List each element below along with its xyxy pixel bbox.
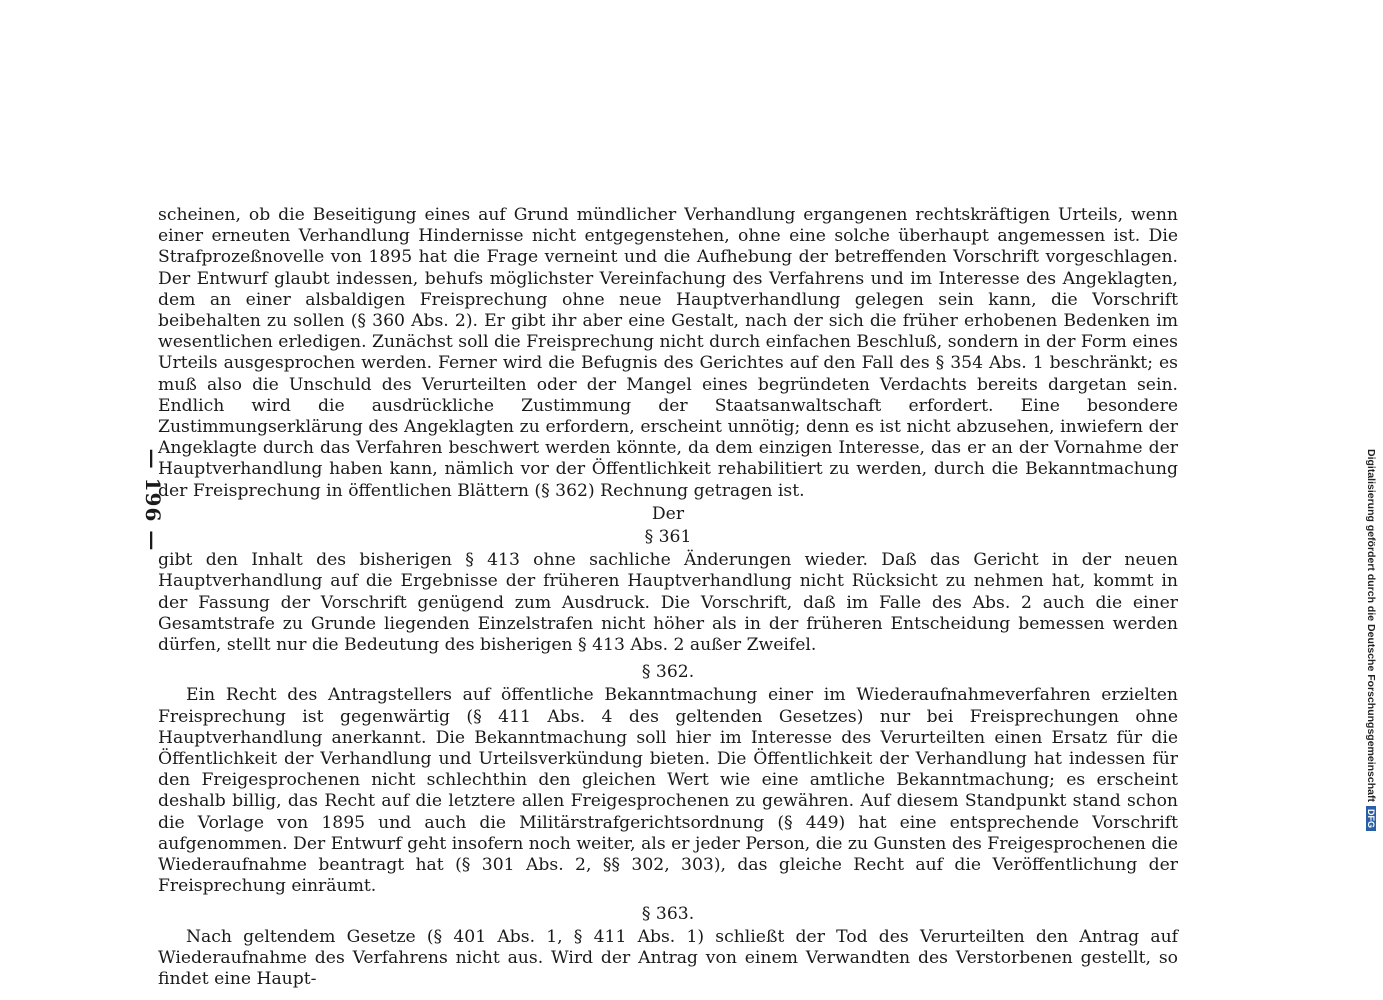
section-361-heading: § 361 [644, 527, 692, 548]
section-362-text: Ein Recht des Antragstellers auf öffentliche Bekanntmachung einer im Wiederaufnahmeverfahren erzielten Freisprechung ist gegenwärtig (§ 411 Abs. 4 des geltenden Gesetzes) nur bei Freisprechungen ohne Hauptverhandlung anerkannt. Die Bekanntmachung soll hier im Interesse des Verurteilten einen Ersatz für die Öffentlichkeit der Verhandlung und Urteilsverkündung bieten. Die Öffentlichkeit der Verhandlung hat indessen für den Freigesprochenen nicht schlechthin den gleichen Wert wie eine amtliche Bekanntmachung; es erscheint deshalb billig, das Recht auf die letztere allen Freigesprochenen zu gewähren. Auf diesem Standpunkt stand schon die Vorlage von 1895 und auch die Militärstrafgerichtsordnung (§ 449) hat eine entsprechende Vorschrift aufgenommen. Der Entwurf geht insofern noch weiter, als er jeder Person, die zu Gunsten des Freigesprochenen die Wiederaufnahme beantragt hat (§ 301 Abs. 2, §§ 302, 303), das gleiche Recht auf die Veröffentlichung der Freisprechung einräumt. [158, 685, 1178, 897]
section-363-text: Nach geltendem Gesetze (§ 401 Abs. 1, § 411 Abs. 1) schließt der Tod des Verurteilten den Antrag auf Wiederaufnahme des Verfahrens nicht aus. Wird der Antrag von einem Verwandten des Verstorbenen gestellt, so findet eine Haupt- [158, 926, 1178, 990]
page-number: — 196 — [141, 448, 165, 552]
section-363-heading: § 363. [641, 903, 695, 924]
paragraph-intro: scheinen, ob die Beseitigung eines auf Grund mündlicher Verhandlung ergangenen rechtskräftigen Urteils, wenn einer erneuten Verhandlung Hindernisse nicht entgegenstehen, ohne eine solche überhaupt angemessen ist. Die Strafprozeßnovelle von 1895 hat die Frage verneint und die Aufhebung der betreffenden Vorschrift vorgeschlagen. Der Entwurf glaubt indessen, behufs möglichster Vereinfachung des Verfahrens und im Interesse des Angeklagten, dem an einer alsbaldigen Freisprechung ohne neue Hauptverhandlung gelegen sein kann, die Vorschrift beibehalten zu sollen (§ 360 Abs. 2). Er gibt ihr aber eine Gestalt, nach der sich die früher erhobenen Bedenken im wesentlichen erledigen. Zunächst soll die Freisprechung nicht durch einfachen Beschluß, sondern in der Form eines Urteils ausgesprochen werden. Ferner wird die Befugnis des Gerichtes auf den Fall des § 354 Abs. 1 beschränkt; es muß also die Unschuld des Verurteilten oder der Mangel eines begründeten Verdachts bereits dargetan sein. Endlich wird die ausdrückliche Zustimmung der Staatsanwaltschaft erfordert. Eine besondere Zustimmungserklärung des Angeklagten zu erfordern, erscheint unnötig; denn es ist nicht abzusehen, inwiefern der Angeklagte durch das Verfahren beschwert werden könnte, da dem einzigen Interesse, das er an der Vornahme der Hauptverhandlung haben kann, nämlich vor der Öffentlichkeit rehabilitiert zu werden, durch die Bekanntmachung der Freisprechung in öffentlichen Blättern (§ 362) Rechnung getragen ist. [158, 205, 1178, 501]
dfg-logo: DFG [1366, 806, 1376, 831]
section-361-text: gibt den Inhalt des bisherigen § 413 ohne sachliche Änderungen wieder. Daß das Gericht in der neuen Hauptverhandlung auf die Ergebnisse der früheren Hauptverhandlung nicht Rücksicht zu nehmen hat, kommt in der Fassung der Vorschrift genügend zum Ausdruck. Die Vorschrift, daß im Falle des Abs. 2 auch die einer Gesamtstrafe zu Grunde liegenden Einzelstrafen nicht höher als in der früheren Entscheidung bemessen werden dürfen, stellt nur die Bedeutung des bisherigen § 413 Abs. 2 außer Zweifel. [158, 550, 1178, 656]
digitization-note-text: Digitalisierung gefördert durch die Deutsche Forschungsgemeinschaft [1365, 449, 1377, 802]
digitization-note [1365, 280, 1377, 1000]
section-362-heading: § 362. [641, 662, 695, 683]
paragraph-der: Der [651, 503, 685, 524]
content-area [158, 205, 1178, 990]
